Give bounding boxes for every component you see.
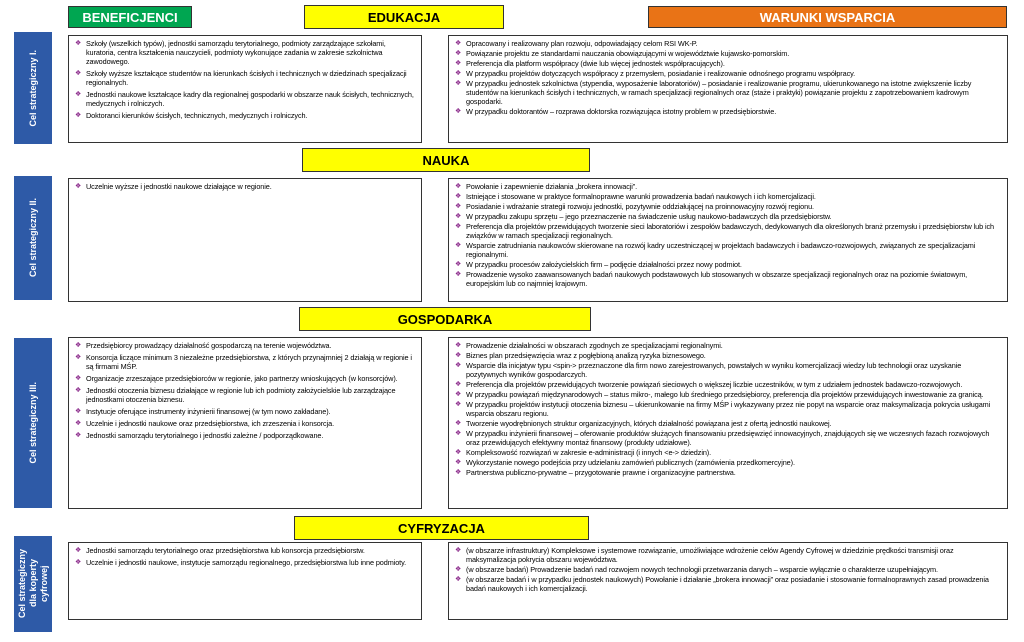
list-item	[455, 390, 1002, 399]
bullet-icon: ❖	[455, 391, 462, 398]
bullet-icon: ❖	[455, 401, 462, 408]
list-item	[455, 351, 1002, 360]
list-item	[75, 182, 416, 191]
bullet-icon: ❖	[455, 183, 462, 190]
bullet-icon: ❖	[455, 420, 462, 427]
list-item	[455, 59, 1002, 68]
list-item-text: Partnerstwa publiczno-prywatne – przygotowanie prawne i organizacyjne partnerstwa.	[466, 468, 736, 477]
list-item	[455, 448, 1002, 457]
bullet-icon: ❖	[455, 40, 462, 47]
bullet-icon: ❖	[455, 193, 462, 200]
list-item	[75, 69, 416, 87]
list-item-text: Uczelnie i jednostki naukowe, instytucje samorządu regionalnego, przedsiębiorstwa lub inne podmioty.	[86, 558, 407, 567]
list-item-text: Jednostki samorządu terytorialnego i jednostki zależne / podporządkowane.	[86, 431, 324, 440]
list-item	[455, 419, 1002, 428]
section-title-edukacja: EDUKACJA	[304, 5, 504, 29]
box-cyfryzacja-warunki	[448, 542, 1008, 620]
bullet-icon: ❖	[455, 547, 462, 554]
box-gospodarka-warunki	[448, 337, 1008, 509]
bullet-icon: ❖	[455, 80, 462, 87]
bullet-icon: ❖	[75, 70, 82, 77]
bullet-icon: ❖	[455, 469, 462, 476]
bullet-icon: ❖	[455, 362, 462, 369]
bullet-icon: ❖	[75, 112, 82, 119]
list-item	[75, 374, 416, 383]
list-item-text: Preferencja dla projektów przewidujących tworzenie powiązań sieciowych o większej liczbie uczestników, w tym z udziałem jednostek badawczo-rozwojowych.	[466, 380, 963, 389]
list-gospodarka-warunki	[455, 341, 1002, 477]
list-item	[455, 468, 1002, 477]
list-item	[455, 212, 1002, 221]
list-item-text: Szkoły wyższe kształcące studentów na kierunkach ścisłych i technicznych w dziedzinach specjalizacji regionalnych.	[86, 69, 407, 87]
list-item	[75, 39, 416, 66]
list-item	[75, 431, 416, 440]
list-item	[455, 575, 1002, 593]
header-warunki-wsparcia: WARUNKI WSPARCIA	[648, 6, 1007, 28]
list-item-text: Przedsiębiorcy prowadzący działalność gospodarczą na terenie województwa.	[86, 341, 332, 350]
list-item	[455, 107, 1002, 116]
list-item-text: Prowadzenie działalności w obszarach zgodnych ze specjalizacjami regionalnymi.	[466, 341, 723, 350]
list-item-text: Prowadzenie wysoko zaawansowanych badań naukowych podstawowych lub stosowanych w obszarze specjalizacji regionalnych oraz na poziomie światowym, europejskim lub co najmniej krajowym.	[466, 270, 968, 288]
list-item	[455, 565, 1002, 574]
list-cyfryzacja-warunki	[455, 546, 1002, 593]
list-item-text: Jednostki naukowe kształcące kadry dla regionalnej gospodarki w obszarze nauk ścisłych, technicznych, medycznych i rolniczych.	[86, 90, 414, 108]
list-item-text: W przypadku procesów założycielskich firm – podjęcie działalności przez nowy podmiot.	[466, 260, 742, 269]
bullet-icon: ❖	[455, 261, 462, 268]
list-item-text: W przypadku projektów dotyczących współpracy z przemysłem, posiadanie i realizowanie odnośnego programu współpracy.	[466, 69, 856, 78]
bullet-icon: ❖	[455, 566, 462, 573]
list-item-text: Preferencja dla projektów przewidujących tworzenie sieci laboratoriów i zespołów badawczych, dedykowanych dla określonych branż przemysłu i przedsiębiorstw lub ich związków w ramach specjalizacji regionalnych.	[466, 222, 994, 240]
list-item	[455, 546, 1002, 564]
list-item-text: Powołanie i zapewnienie działania „brokera innowacji”.	[466, 182, 638, 191]
list-item-text: Tworzenie wyodrębnionych struktur organizacyjnych, których działalność powiązana jest z ofertą jednostki naukowej.	[466, 419, 832, 428]
list-item-text: W przypadku projektów instytucji otoczenia biznesu – ukierunkowanie na firmy MŚP i wykazywany przez nie popyt na wsparcie oraz maksymalizacja pokrycia usługami wsparcia obszaru regionu.	[466, 400, 991, 418]
bullet-icon: ❖	[455, 576, 462, 583]
list-item-text: Jednostki samorządu terytorialnego oraz przedsiębiorstwa lub konsorcja przedsiębiorstw.	[86, 546, 365, 555]
list-item-text: Istniejące i stosowane w praktyce formalnoprawne warunki prowadzenia badań naukowych i ich komercjalizacji.	[466, 192, 816, 201]
list-item	[455, 241, 1002, 259]
bullet-icon: ❖	[455, 449, 462, 456]
list-item	[455, 192, 1002, 201]
list-item	[75, 546, 416, 555]
list-nauka-warunki	[455, 182, 1002, 288]
list-item	[455, 458, 1002, 467]
list-item	[455, 182, 1002, 191]
list-item-text: (w obszarze badań) Prowadzenie badań nad rozwojem nowych technologii przetwarzania danych – wsparcie wyłącznie o charakterze uzupełniającym.	[466, 565, 938, 574]
list-item	[455, 260, 1002, 269]
section-title-gospodarka: GOSPODARKA	[299, 307, 591, 331]
section-title-cyfryzacja: CYFRYZACJA	[294, 516, 589, 540]
list-cyfryzacja-beneficjenci	[75, 546, 416, 567]
header-beneficjenci: BENEFICJENCI	[68, 6, 192, 28]
list-item-text: W przypadku powiązań międzynarodowych – status mikro-, małego lub średniego przedsiębiorcy, preferencja dla projektów przewidujących inwestowanie za granicą.	[466, 390, 984, 399]
list-item	[455, 79, 1002, 106]
box-edukacja-warunki	[448, 35, 1008, 143]
list-item	[75, 407, 416, 416]
list-item-text: (w obszarze badań i w przypadku jednostek naukowych) Powołanie i działanie „brokera innowacji” oraz posiadanie i stosowanie formalnoprawnych zasad prowadzenia badań naukowych i ich komercjalizacji.	[466, 575, 989, 593]
list-item	[455, 361, 1002, 379]
bullet-icon: ❖	[75, 547, 82, 554]
box-edukacja-beneficjenci	[68, 35, 422, 143]
bullet-icon: ❖	[75, 420, 82, 427]
list-gospodarka-beneficjenci	[75, 341, 416, 440]
list-item	[75, 353, 416, 371]
list-item	[455, 39, 1002, 48]
list-item-text: Instytucje oferujące instrumenty inżynierii finansowej (w tym nowo zakładane).	[86, 407, 331, 416]
side-label-cel-3: Cel strategiczny III.	[14, 338, 52, 508]
bullet-icon: ❖	[455, 459, 462, 466]
list-item-text: W przypadku doktorantów – rozprawa doktorska rozwiązująca istotny problem w przedsiębiorstwie.	[466, 107, 777, 116]
bullet-icon: ❖	[75, 559, 82, 566]
list-item-text: Uczelnie i jednostki naukowe oraz przedsiębiorstwa, ich zrzeszenia i konsorcja.	[86, 419, 335, 428]
list-item-text: Wykorzystanie nowego podejścia przy udzielaniu zamówień publicznych (zamówienia przedkomercyjne).	[466, 458, 795, 467]
list-item-text: W przypadku zakupu sprzętu – jego przeznaczenie na świadczenie usług naukowo-badawczych dla przedsiębiorstw.	[466, 212, 832, 221]
list-item-text: Posiadanie i wdrażanie strategii rozwoju jednostki, pozytywnie oddziałującej na proinnowacyjny rozwój regionu.	[466, 202, 814, 211]
bullet-icon: ❖	[455, 108, 462, 115]
list-item-text: Jednostki otoczenia biznesu działające w regionie lub ich podmioty założycielskie lub zarządzające jednostkami otoczenia biznesu.	[86, 386, 396, 404]
list-item	[75, 111, 416, 120]
bullet-icon: ❖	[455, 223, 462, 230]
list-item	[75, 558, 416, 567]
bullet-icon: ❖	[455, 203, 462, 210]
list-edukacja-warunki	[455, 39, 1002, 116]
bullet-icon: ❖	[75, 40, 82, 47]
list-item-text: Uczelnie wyższe i jednostki naukowe działające w regionie.	[86, 182, 272, 191]
list-item-text: Preferencja dla platform współpracy (dwie lub więcej jednostek współpracujących).	[466, 59, 725, 68]
bullet-icon: ❖	[75, 432, 82, 439]
list-nauka-beneficjenci	[75, 182, 416, 191]
bullet-icon: ❖	[455, 242, 462, 249]
box-nauka-beneficjenci	[68, 178, 422, 302]
box-cyfryzacja-beneficjenci	[68, 542, 422, 620]
list-item-text: W przypadku jednostek szkolnictwa (stypendia, wyposażenie laboratoriów) – posiadanie i realizowanie programu, ukierunkowanego na istotne zwiększenie liczby studentów na kierunkach ścisłych i technicznych, w ramach specjalizacji regionalnych oraz (staże i praktyki) powiązanie projektu z zapotrzebowaniem kadrowym gospodarki.	[466, 79, 972, 106]
list-item	[455, 202, 1002, 211]
bullet-icon: ❖	[75, 342, 82, 349]
list-item-text: Szkoły (wszelkich typów), jednostki samorządu terytorialnego, podmioty zarządzające szkołami, kuratoria, centra kształcenia nauczycieli, podmioty wykonujące zadania w zakresie szkolnictwa zawodowego.	[86, 39, 386, 66]
list-item	[75, 90, 416, 108]
list-item	[455, 69, 1002, 78]
list-item	[455, 380, 1002, 389]
list-item	[75, 386, 416, 404]
bullet-icon: ❖	[455, 271, 462, 278]
box-gospodarka-beneficjenci	[68, 337, 422, 509]
list-item	[455, 49, 1002, 58]
list-item-text: Opracowany i realizowany plan rozwoju, odpowiadający celom RSI WK-P.	[466, 39, 698, 48]
list-item	[455, 341, 1002, 350]
list-item-text: W przypadku inżynierii finansowej – oferowanie produktów służących finansowaniu przedsięwzięć innowacyjnych, znajdujących się we wczesnych fazach rozwojowych oraz przewidujących efektywny montaż finansowy (produkty udziałowe).	[466, 429, 990, 447]
bullet-icon: ❖	[455, 430, 462, 437]
side-label-cel-2: Cel strategiczny II.	[14, 176, 52, 300]
list-item-text: (w obszarze infrastruktury) Kompleksowe i systemowe rozwiązanie, umożliwiające wdrożenie celów Agendy Cyfrowej w dziedzinie prędkości transmisji oraz maksymalizacja pokrycia obszaru województwa.	[466, 546, 954, 564]
side-label-cel-cyfrowy: Cel strategiczny dla koperty cyfrowej	[14, 536, 52, 632]
list-item	[75, 419, 416, 428]
bullet-icon: ❖	[455, 352, 462, 359]
list-item-text: Wsparcie zatrudniania naukowców skierowane na rozwój kadry uczestniczącej w projektach badawczych i badawczo-rozwojowych, związanych ze specjalizacjami regionalnymi.	[466, 241, 976, 259]
list-edukacja-beneficjenci	[75, 39, 416, 120]
bullet-icon: ❖	[75, 387, 82, 394]
bullet-icon: ❖	[75, 354, 82, 361]
list-item	[75, 341, 416, 350]
bullet-icon: ❖	[75, 91, 82, 98]
bullet-icon: ❖	[455, 50, 462, 57]
list-item	[455, 270, 1002, 288]
list-item	[455, 400, 1002, 418]
bullet-icon: ❖	[455, 342, 462, 349]
side-label-cel-1: Cel strategiczny I.	[14, 32, 52, 144]
bullet-icon: ❖	[75, 408, 82, 415]
list-item-text: Kompleksowość rozwiązań w zakresie e-administracji (i innych <e-> dziedzin).	[466, 448, 712, 457]
bullet-icon: ❖	[455, 60, 462, 67]
bullet-icon: ❖	[75, 375, 82, 382]
list-item	[455, 429, 1002, 447]
list-item-text: Wsparcie dla inicjatyw typu <spin-> przeznaczone dla firm nowo zarejestrowanych, powstałych w wyniku komercjalizacji wiedzy lub technologii oraz uzyskanie pozytywnych wyników gospodarczych.	[466, 361, 962, 379]
box-nauka-warunki	[448, 178, 1008, 302]
section-title-nauka: NAUKA	[302, 148, 590, 172]
bullet-icon: ❖	[455, 70, 462, 77]
list-item-text: Konsorcja liczące minimum 3 niezależne przedsiębiorstwa, z których przynajmniej 2 działają w regionie i są firmami MŚP.	[86, 353, 412, 371]
bullet-icon: ❖	[75, 183, 82, 190]
list-item	[455, 222, 1002, 240]
list-item-text: Organizacje zrzeszające przedsiębiorców w regionie, jako partnerzy wnioskujących (w konsorcjów).	[86, 374, 398, 383]
list-item-text: Powiązanie projektu ze standardami nauczania obowiązującymi w województwie kujawsko-pomorskim.	[466, 49, 790, 58]
bullet-icon: ❖	[455, 381, 462, 388]
bullet-icon: ❖	[455, 213, 462, 220]
list-item-text: Biznes plan przedsięwzięcia wraz z pogłębioną analizą ryzyka biznesowego.	[466, 351, 706, 360]
list-item-text: Doktoranci kierunków ścisłych, technicznych, medycznych i rolniczych.	[86, 111, 308, 120]
